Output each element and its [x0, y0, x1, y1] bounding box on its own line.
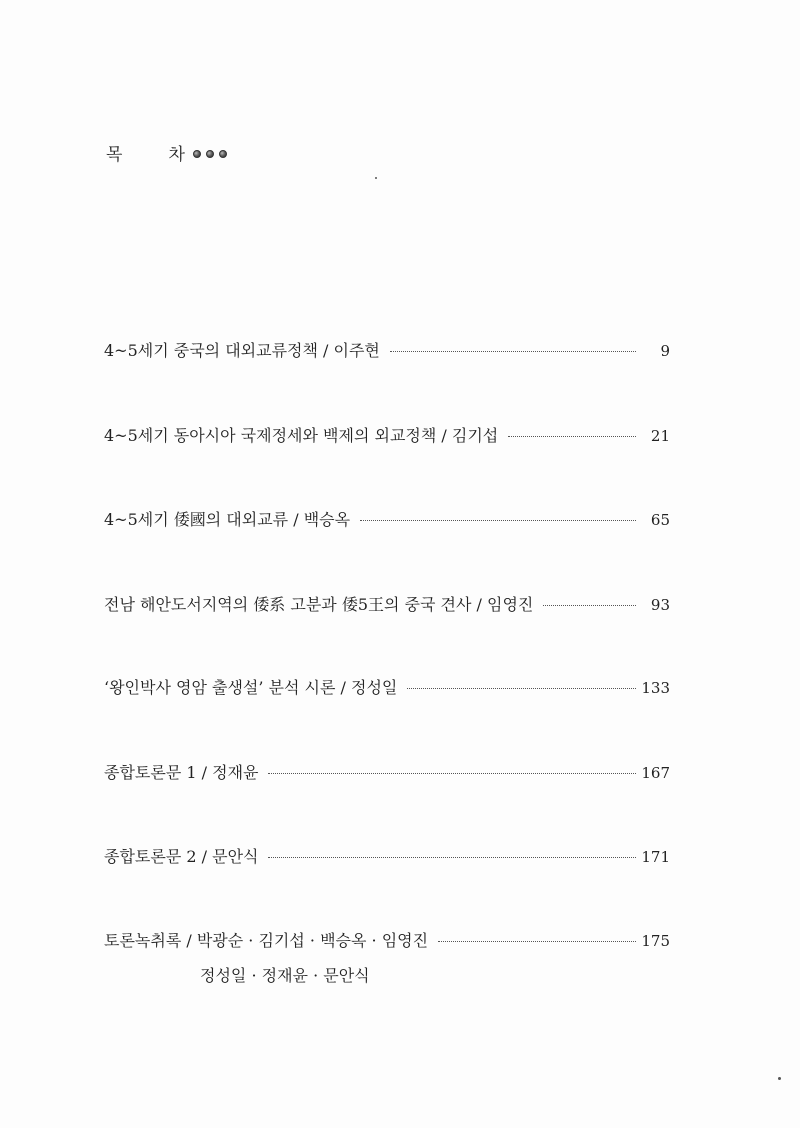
toc-entry-page: 133: [641, 679, 670, 697]
toc-entry-continuation: 정성일 · 정재윤 · 문안식: [200, 966, 370, 985]
toc-entry: [104, 510, 670, 530]
toc-entry-title: 토론녹취록 / 박광순 · 김기섭 · 백승옥 · 임영진: [104, 931, 429, 950]
dot-leader: [438, 941, 636, 942]
scan-speck: [375, 177, 377, 179]
bullet-dot-icon: [219, 150, 227, 158]
dot-leader: [360, 520, 636, 521]
dot-leader: [508, 436, 636, 437]
toc-entry-page: 167: [641, 764, 670, 782]
toc-entry-page: 93: [650, 596, 670, 614]
heading-dots: [193, 150, 227, 158]
toc-entry-title: 종합토론문 1 / 정재윤: [104, 763, 259, 782]
toc-entry: [104, 678, 670, 698]
toc-entry: [104, 763, 670, 783]
toc-entry-title: ‘왕인박사 영암 출생설’ 분석 시론 / 정성일: [104, 678, 398, 697]
toc-entry: [104, 341, 670, 361]
toc-entry-title: 4~5세기 중국의 대외교류정책 / 이주현: [104, 341, 380, 360]
dot-leader: [390, 351, 636, 352]
toc-entry-page: 175: [641, 932, 670, 950]
toc-entry-page: 65: [650, 511, 670, 529]
bullet-dot-icon: [193, 150, 201, 158]
scan-speck: [778, 1077, 781, 1080]
toc-entry: [104, 847, 670, 867]
toc-entry-title: 4~5세기 倭國의 대외교류 / 백승옥: [104, 510, 351, 529]
dot-leader: [268, 857, 636, 858]
dot-leader: [268, 773, 636, 774]
bullet-dot-icon: [206, 150, 214, 158]
toc-heading-char-2: 차: [168, 145, 185, 165]
toc-heading-char-1: 목: [106, 145, 123, 165]
toc-entry-title: 전남 해안도서지역의 倭系 고분과 倭5王의 중국 견사 / 임영진: [104, 595, 534, 614]
dot-leader: [543, 605, 636, 606]
toc-entry-page: 21: [650, 427, 670, 445]
toc-entry: [104, 595, 670, 615]
toc-entry: [104, 426, 670, 446]
toc-entry-page: 9: [660, 342, 670, 360]
toc-entry-title: 종합토론문 2 / 문안식: [104, 847, 259, 866]
toc-entry-page: 171: [641, 848, 670, 866]
toc-heading: [106, 140, 227, 165]
toc-entry: [104, 931, 670, 951]
toc-entry-title: 4~5세기 동아시아 국제정세와 백제의 외교정책 / 김기섭: [104, 426, 499, 445]
dot-leader: [407, 688, 636, 689]
